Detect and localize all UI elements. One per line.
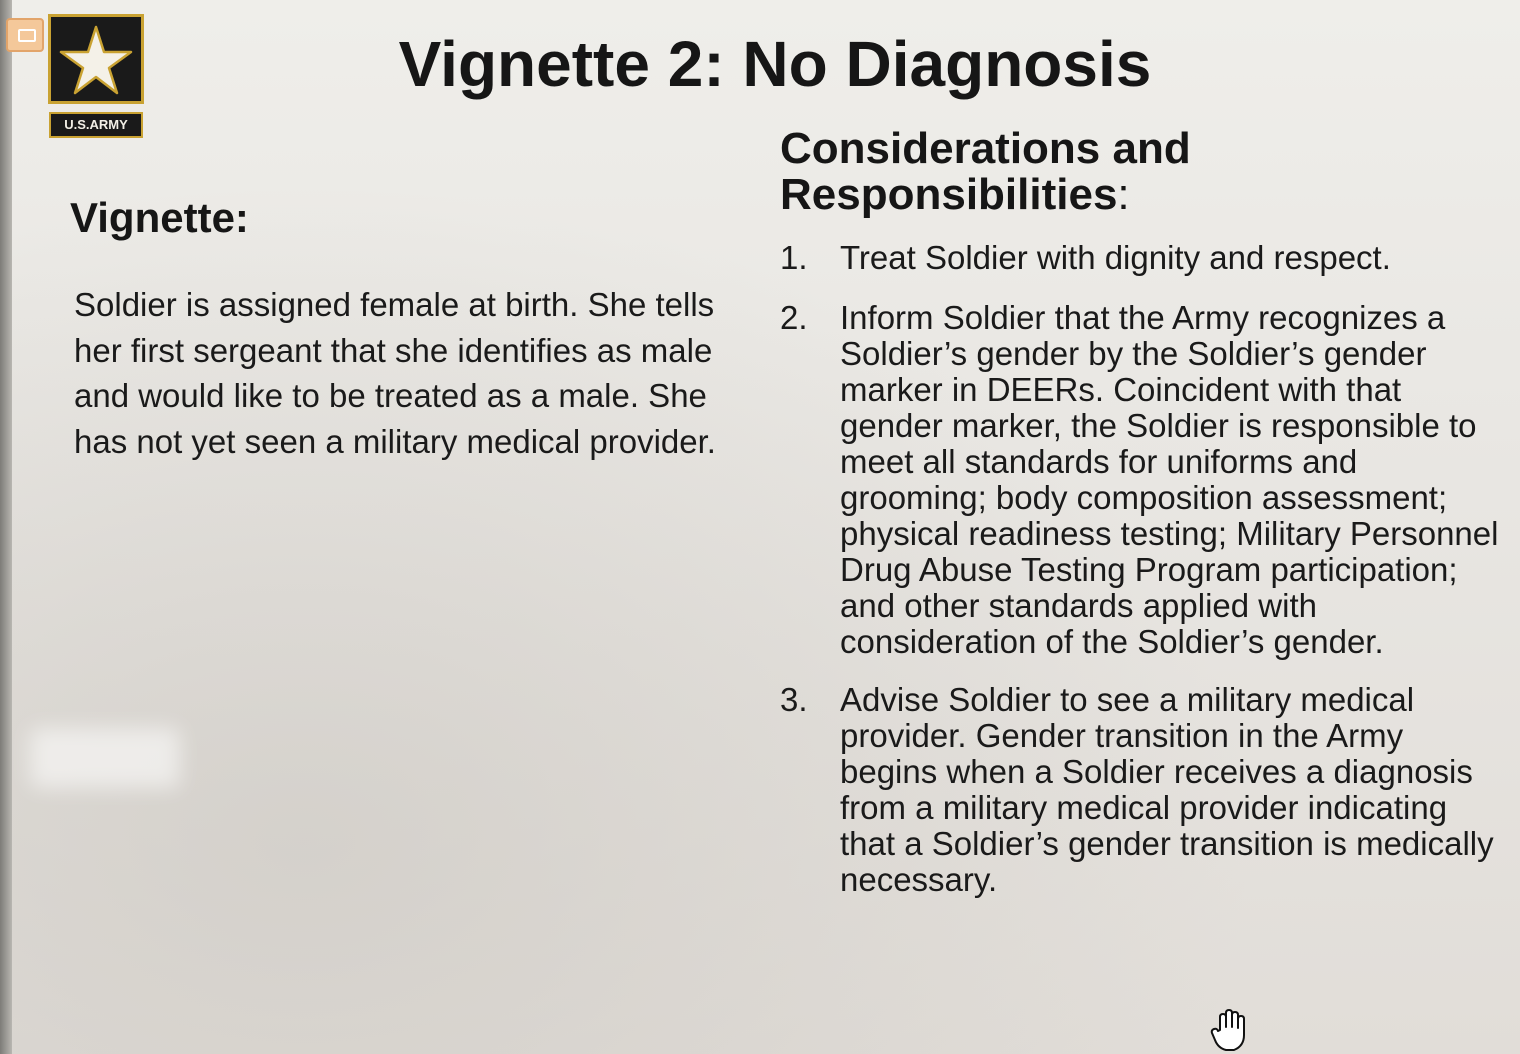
list-item-number: 2.	[780, 299, 808, 336]
list-item	[780, 682, 1500, 898]
considerations-heading	[780, 126, 1480, 218]
list-item-text: Treat Soldier with dignity and respect.	[840, 239, 1391, 276]
army-logo-label: U.S.ARMY	[49, 112, 143, 138]
slide-title: Vignette 2: No Diagnosis	[398, 28, 1152, 100]
screen-bezel	[0, 0, 12, 1054]
considerations-heading-colon: :	[1117, 170, 1130, 219]
list-item-number: 1.	[780, 239, 808, 276]
list-item	[780, 300, 1500, 660]
list-item-text: Advise Soldier to see a military medical provider. Gender transition in the Army begins when a Soldier receives a diagnosis from a military medical provider indicating that a Soldier’s gender transition is medically necessary.	[840, 681, 1494, 898]
army-star-icon	[48, 14, 144, 104]
hand-cursor-icon	[1210, 1008, 1246, 1054]
list-item-number: 3.	[780, 681, 808, 718]
vignette-body: Soldier is assigned female at birth. She tells her first sergeant that she identifies as male and would like to be treated as a male. She has not yet seen a military medical provider.	[74, 286, 716, 460]
vignette-heading: Vignette:	[70, 194, 249, 241]
considerations-list	[780, 240, 1500, 898]
army-logo	[46, 14, 146, 144]
comment-bubble-glyph	[18, 29, 36, 42]
list-item	[780, 240, 1500, 276]
comment-icon[interactable]	[6, 18, 44, 52]
list-item-text: Inform Soldier that the Army recognizes a Soldier’s gender by the Soldier’s gender marker in DEERs. Coincident with that gender marker, the Soldier is responsible to meet all standards for uniforms and grooming; body composition assessment; physical readiness testing; Military Personnel Drug Abuse Testing Program participation; and other standards applied with consideration of the Soldier’s gender.	[840, 299, 1499, 660]
screen-glare	[30, 728, 180, 788]
considerations-heading-text: Considerations and Responsibilities	[780, 124, 1191, 219]
